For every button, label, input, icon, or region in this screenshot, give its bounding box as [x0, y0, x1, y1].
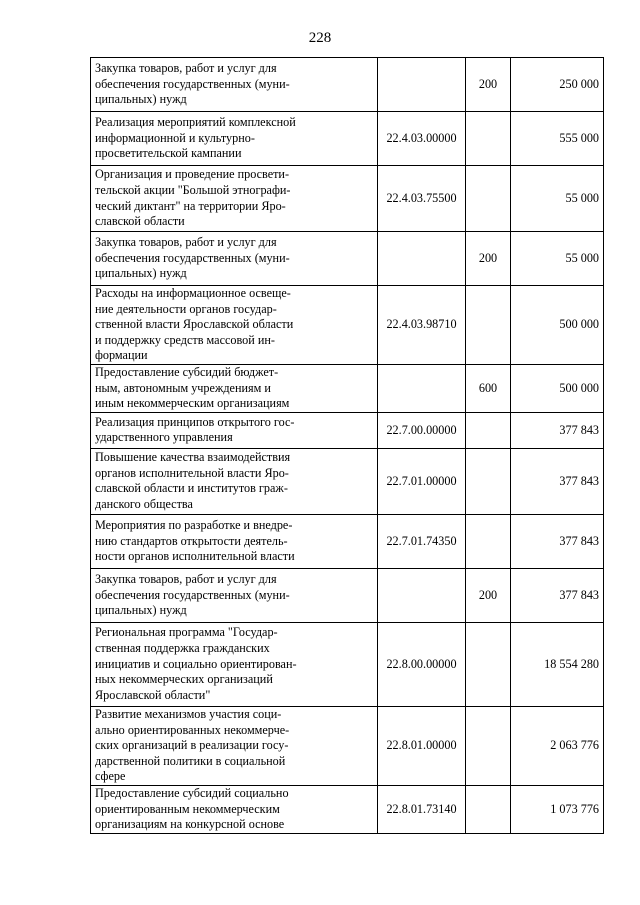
- cell-name-line: Закупка товаров, работ и услуг для: [95, 235, 277, 250]
- budget-table-body: [91, 58, 604, 834]
- cell-expense-type: 200: [466, 232, 511, 286]
- cell-code: 22.8.01.00000: [378, 706, 466, 785]
- cell-code: 22.8.01.73140: [378, 785, 466, 833]
- cell-code: 22.7.01.74350: [378, 514, 466, 568]
- table-row: [91, 286, 604, 365]
- cell-name-line: ципальных) нужд: [95, 603, 187, 618]
- cell-name-line: инициатив и социально ориентирован-: [95, 656, 297, 671]
- table-row: [91, 706, 604, 785]
- cell-name-line: славской области и институтов граж-: [95, 481, 288, 496]
- cell-amount: 500 000: [511, 364, 604, 412]
- cell-name-line: Региональная программа "Государ-: [95, 625, 278, 640]
- cell-name: [91, 112, 378, 166]
- cell-name: [91, 448, 378, 514]
- cell-name: [91, 568, 378, 622]
- cell-name-line: ности органов исполнительной власти: [95, 549, 295, 564]
- table-row: [91, 364, 604, 412]
- cell-code: [378, 232, 466, 286]
- cell-name-line: ственной власти Ярославской области: [95, 317, 294, 332]
- cell-name-line: ние деятельности органов государ-: [95, 301, 277, 316]
- cell-name-line: и поддержку средств массовой ин-: [95, 332, 275, 347]
- cell-name-line: Мероприятия по разработке и внедре-: [95, 518, 293, 533]
- cell-expense-type: [466, 514, 511, 568]
- cell-expense-type: [466, 706, 511, 785]
- cell-expense-type: 600: [466, 364, 511, 412]
- cell-code: 22.4.03.75500: [378, 166, 466, 232]
- table-row: [91, 448, 604, 514]
- cell-name-line: информационной и культурно-: [95, 130, 255, 145]
- cell-name-line: дарственной политики в социальной: [95, 753, 286, 768]
- cell-code: 22.4.03.00000: [378, 112, 466, 166]
- cell-name-line: просветительской кампании: [95, 146, 242, 161]
- cell-name-line: Расходы на информационное освеще-: [95, 286, 291, 300]
- cell-name: [91, 58, 378, 112]
- cell-amount: 555 000: [511, 112, 604, 166]
- cell-name-line: тельской акции "Большой этнографи-: [95, 182, 291, 197]
- cell-name-line: Повышение качества взаимодействия: [95, 450, 291, 465]
- cell-name-line: ально ориентированных некоммерче-: [95, 722, 290, 737]
- cell-expense-type: [466, 112, 511, 166]
- table-row: [91, 412, 604, 448]
- cell-code: 22.4.03.98710: [378, 286, 466, 365]
- cell-name-line: ным, автономным учреждениям и: [95, 380, 271, 395]
- cell-name-line: данского общества: [95, 497, 193, 512]
- table-row: [91, 112, 604, 166]
- cell-expense-type: [466, 448, 511, 514]
- cell-name-line: Реализация принципов открытого гос-: [95, 414, 295, 429]
- cell-name-line: обеспечения государственных (муни-: [95, 250, 290, 265]
- cell-name: [91, 286, 378, 365]
- table-row: [91, 166, 604, 232]
- cell-name-line: Организация и проведение просвети-: [95, 167, 290, 182]
- cell-amount: 2 063 776: [511, 706, 604, 785]
- cell-name: [91, 364, 378, 412]
- cell-amount: 377 843: [511, 412, 604, 448]
- cell-name-line: ударственного управления: [95, 430, 233, 445]
- cell-code: 22.7.00.00000: [378, 412, 466, 448]
- cell-name-line: ципальных) нужд: [95, 92, 187, 107]
- cell-name: [91, 166, 378, 232]
- cell-name-line: ориентированным некоммерческим: [95, 801, 280, 816]
- table-row: [91, 514, 604, 568]
- cell-name-line: ственная поддержка гражданских: [95, 641, 270, 656]
- cell-name-line: органов исполнительной власти Яро-: [95, 465, 289, 480]
- budget-table: [90, 57, 604, 834]
- cell-name-line: Реализация мероприятий комплексной: [95, 115, 296, 130]
- cell-code: 22.7.01.00000: [378, 448, 466, 514]
- cell-name-line: ческий диктант" на территории Яро-: [95, 198, 286, 213]
- cell-amount: 377 843: [511, 448, 604, 514]
- cell-name-line: Закупка товаров, работ и услуг для: [95, 572, 277, 587]
- cell-name-line: Развитие механизмов участия соци-: [95, 706, 282, 721]
- cell-name-line: ципальных) нужд: [95, 266, 187, 281]
- cell-code: [378, 568, 466, 622]
- cell-name-line: обеспечения государственных (муни-: [95, 587, 290, 602]
- cell-name: [91, 412, 378, 448]
- table-row: [91, 622, 604, 706]
- cell-name-line: Ярославской области": [95, 687, 211, 702]
- cell-name-line: сфере: [95, 769, 126, 784]
- cell-code: [378, 364, 466, 412]
- cell-expense-type: [466, 622, 511, 706]
- cell-amount: 250 000: [511, 58, 604, 112]
- cell-name-line: ных некоммерческих организаций: [95, 672, 273, 687]
- cell-name: [91, 514, 378, 568]
- cell-name-line: обеспечения государственных (муни-: [95, 76, 290, 91]
- cell-name-line: славской области: [95, 214, 185, 229]
- cell-amount: 55 000: [511, 166, 604, 232]
- cell-name-line: формации: [95, 348, 148, 363]
- cell-code: [378, 58, 466, 112]
- cell-name: [91, 706, 378, 785]
- cell-amount: 55 000: [511, 232, 604, 286]
- cell-amount: 18 554 280: [511, 622, 604, 706]
- cell-name-line: нию стандартов открытости деятель-: [95, 533, 288, 548]
- page-number: 228: [308, 30, 332, 46]
- cell-name: [91, 232, 378, 286]
- table-row: [91, 58, 604, 112]
- cell-amount: 500 000: [511, 286, 604, 365]
- cell-name-line: иным некоммерческим организациям: [95, 396, 290, 411]
- cell-name-line: ских организаций в реализации госу-: [95, 738, 289, 753]
- cell-name: [91, 622, 378, 706]
- table-row: [91, 785, 604, 833]
- cell-expense-type: [466, 785, 511, 833]
- table-row: [91, 232, 604, 286]
- cell-name-line: организациям на конкурсной основе: [95, 817, 285, 832]
- cell-name-line: Закупка товаров, работ и услуг для: [95, 61, 277, 76]
- cell-amount: 377 843: [511, 514, 604, 568]
- cell-code: 22.8.00.00000: [378, 622, 466, 706]
- cell-expense-type: 200: [466, 58, 511, 112]
- cell-expense-type: [466, 286, 511, 365]
- cell-amount: 377 843: [511, 568, 604, 622]
- cell-expense-type: [466, 412, 511, 448]
- cell-name-line: Предоставление субсидий социально: [95, 786, 289, 801]
- cell-name-line: Предоставление субсидий бюджет-: [95, 365, 279, 380]
- cell-name: [91, 785, 378, 833]
- cell-amount: 1 073 776: [511, 785, 604, 833]
- cell-expense-type: [466, 166, 511, 232]
- table-row: [91, 568, 604, 622]
- cell-expense-type: 200: [466, 568, 511, 622]
